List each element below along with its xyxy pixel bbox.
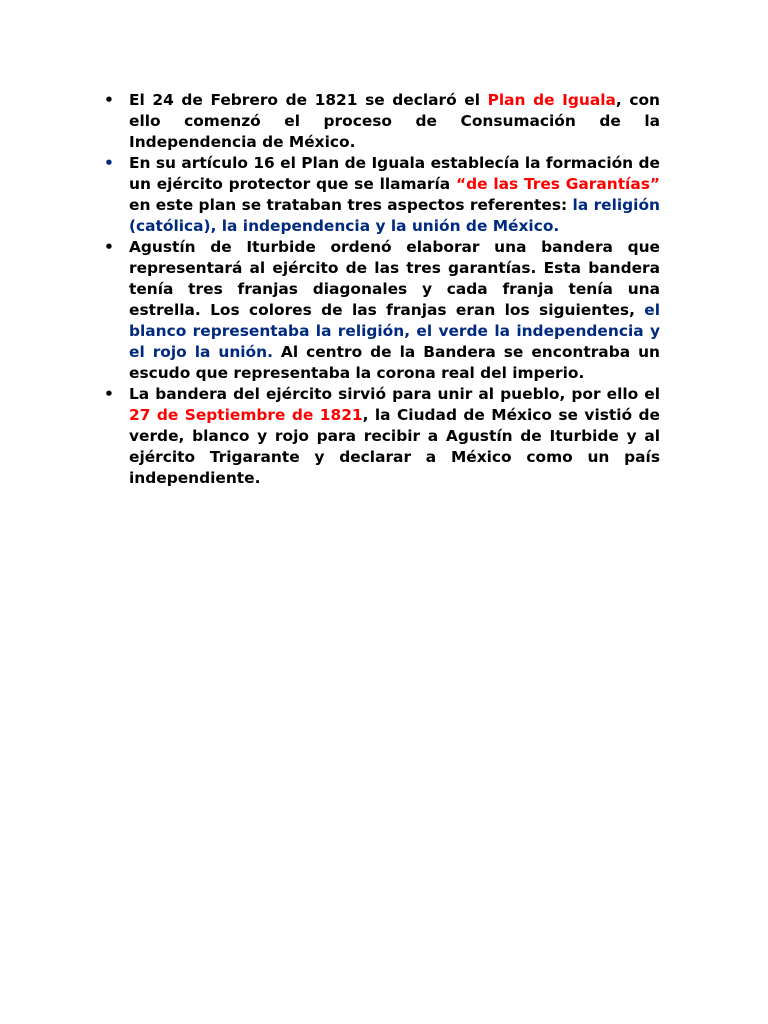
- highlight-blue-text: el blanco representaba la religión, el verde la independencia y el rojo la unión.: [129, 301, 660, 361]
- bullet-list: [100, 90, 660, 489]
- paragraph-text: El 24 de Febrero de 1821 se declaró el: [129, 91, 488, 109]
- paragraph-text: en este plan se trataban tres aspectos referentes:: [129, 196, 573, 214]
- list-item: [100, 384, 660, 489]
- highlight-red-text: “de las Tres Garantías”: [455, 175, 660, 193]
- paragraph-text: Agustín de Iturbide ordenó elaborar una bandera que representará al ejército de las tres garantías. Esta bandera tenía tres franjas diagonales y cada franja tenía una estrella. Los colores de las franjas eran los siguientes,: [129, 238, 660, 319]
- bullet-icon: •: [104, 238, 114, 256]
- highlight-red-text: Plan de Iguala: [487, 91, 616, 109]
- highlight-blue-text: la religión (católica), la independencia y la unión de México.: [129, 196, 660, 235]
- paragraph-text: La bandera del ejército sirvió para unir al pueblo, por ello el: [129, 385, 660, 403]
- paragraph-text: Al centro de la Bandera se encontraba un escudo que representaba la corona real del imperio.: [129, 343, 661, 382]
- list-item: [100, 153, 660, 237]
- list-item: [100, 90, 660, 153]
- bullet-icon: •: [104, 91, 114, 109]
- paragraph-text: , con ello comenzó el proceso de Consumación de la Independencia de México.: [129, 91, 660, 151]
- bullet-icon: •: [104, 385, 114, 403]
- paragraph-text: , la Ciudad de México se vistió de verde, blanco y rojo para recibir a Agustín de Iturbide y al ejército Trigarante y declarar a México como un país independiente.: [129, 406, 660, 487]
- highlight-red-text: 27 de Septiembre de 1821: [129, 406, 363, 424]
- paragraph-text: En su artículo 16 el Plan de Iguala establecía la formación de un ejército protector que se llamaría: [129, 154, 660, 193]
- bullet-icon: •: [104, 154, 114, 172]
- list-item: [100, 237, 660, 384]
